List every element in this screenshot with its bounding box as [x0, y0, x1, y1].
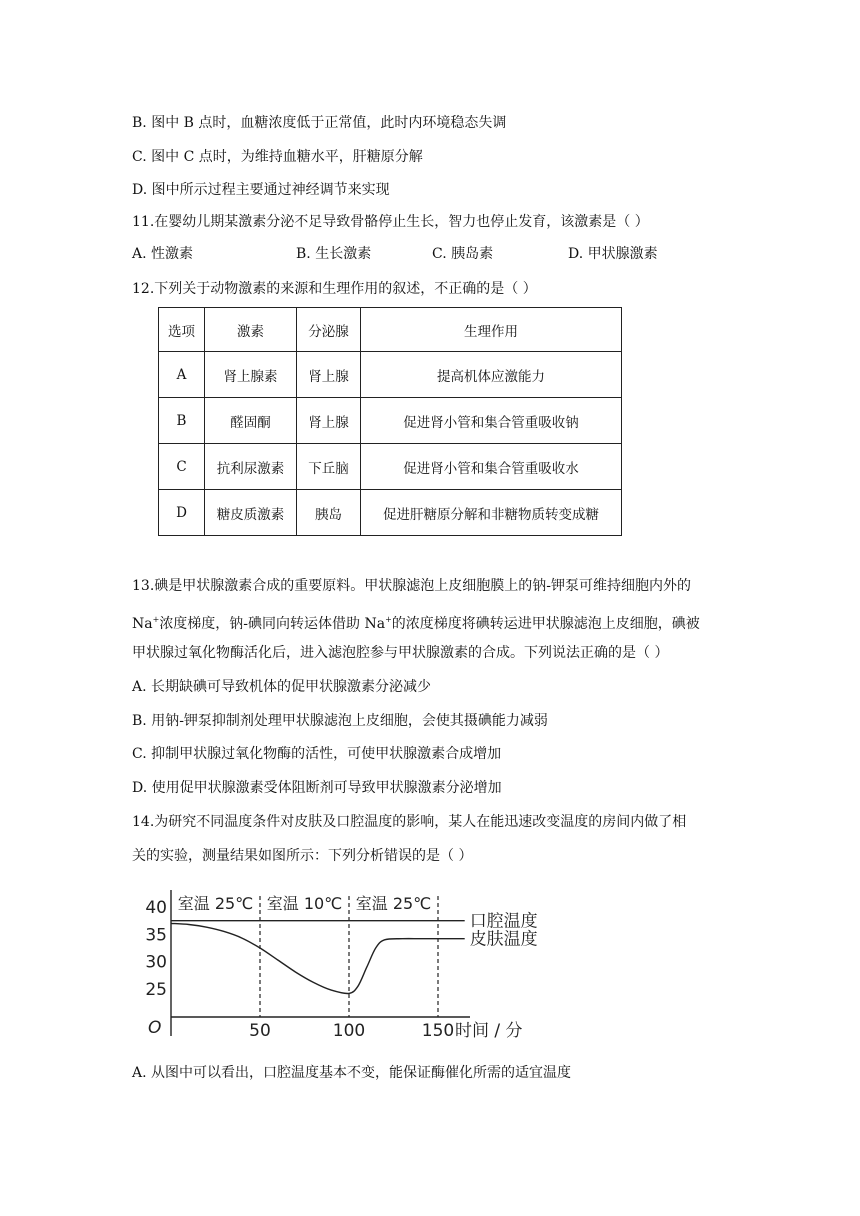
- table-cell: 糖皮质激素: [205, 490, 297, 536]
- table-cell: D: [159, 490, 205, 536]
- chart-y-ticks: [145, 898, 167, 1000]
- q11-option-c: C. 胰岛素: [432, 246, 494, 262]
- q13-option-a: A. 长期缺碘可导致机体的促甲状腺激素分泌减少: [132, 679, 432, 695]
- q11-options: [132, 244, 772, 266]
- y-tick-label: 35: [145, 925, 167, 946]
- table-cell: 胰岛: [297, 490, 361, 536]
- q13-text-segment: 浓度梯度，钠-碘同向转运体借助 Na: [159, 616, 386, 632]
- table-cell: B: [159, 398, 205, 444]
- table-header-cell: 选项: [159, 308, 205, 352]
- q10-option-b: B. 图中 B 点时，血糖浓度低于正常值，此时内环境稳态失调: [132, 115, 507, 131]
- q12-table: [158, 307, 622, 536]
- chart-x-ticks: [249, 1021, 454, 1041]
- table-header-row: [159, 308, 622, 352]
- q13-stem-line3: 甲状腺过氧化物酶活化后，进入滤泡腔参与甲状腺激素的合成。下列说法正确的是（ ）: [132, 645, 669, 661]
- q14-stem-line1: 14.为研究不同温度条件对皮肤及口腔温度的影响，某人在能迅速改变温度的房间内做了相: [132, 814, 687, 830]
- q12-stem: 12.下列关于动物激素的来源和生理作用的叙述，不正确的是（ ）: [132, 281, 537, 297]
- y-tick-label: 30: [145, 952, 167, 973]
- q11-option-d: D. 甲状腺激素: [568, 246, 658, 262]
- q10-option-d: D. 图中所示过程主要通过神经调节来实现: [132, 182, 390, 198]
- q13-option-b: B. 用钠-钾泵抑制剂处理甲状腺滤泡上皮细胞，会使其摄碘能力减弱: [132, 713, 548, 729]
- table-cell: 下丘脑: [297, 444, 361, 490]
- q13-superscript: +: [152, 615, 160, 624]
- period-label: 室温 25℃: [355, 894, 432, 913]
- chart-series: [171, 912, 538, 994]
- period-label: 室温 25℃: [177, 894, 254, 913]
- chart-dividers: [260, 896, 438, 1017]
- table-header-cell: 生理作用: [361, 308, 622, 352]
- table-header-cell: 分泌腺: [297, 308, 361, 352]
- table-row: [159, 352, 622, 398]
- x-axis-label: 时间 / 分: [455, 1021, 523, 1041]
- q13-stem-line1: 13.碘是甲状腺激素合成的重要原料。甲状腺滤泡上皮细胞膜上的钠-钾泵可维持细胞内外的: [132, 578, 691, 594]
- table-cell: 肾上腺: [297, 352, 361, 398]
- chart-periods: [178, 894, 431, 913]
- x-tick-label: 150: [421, 1021, 455, 1041]
- table-cell: C: [159, 444, 205, 490]
- q14-stem-line2: 关的实验，测量结果如图所示：下列分析错误的是（ ）: [132, 848, 473, 864]
- q14-option-a: A. 从图中可以看出，口腔温度基本不变，能保证酶催化所需的适宜温度: [132, 1065, 572, 1081]
- x-tick-label: 100: [332, 1021, 366, 1041]
- table-cell: 醛固酮: [205, 398, 297, 444]
- table-row: [159, 490, 622, 536]
- table-cell: A: [159, 352, 205, 398]
- q11-option-b: B. 生长激素: [296, 246, 372, 262]
- x-tick-label: 50: [249, 1021, 271, 1041]
- q13-superscript: +: [385, 615, 392, 624]
- q13-option-d: D. 使用促甲状腺激素受体阻断剂可导致甲状腺激素分泌增加: [132, 780, 502, 796]
- y-tick-label: 25: [145, 980, 167, 1000]
- table-cell: 肾上腺: [297, 398, 361, 444]
- period-label: 室温 10℃: [266, 894, 343, 913]
- q10-option-c: C. 图中 C 点时，为维持血糖水平，肝糖原分解: [132, 149, 423, 165]
- table-cell: 提高机体应激能力: [361, 352, 622, 398]
- series-label: 皮肤温度: [469, 929, 538, 950]
- table-row: [159, 398, 622, 444]
- table-cell: 促进肾小管和集合管重吸收水: [361, 444, 622, 490]
- table-cell: 促进肝糖原分解和非糖物质转变成糖: [361, 490, 622, 536]
- origin-label: O: [148, 1018, 162, 1038]
- y-tick-label: 40: [145, 898, 167, 918]
- q11-stem: 11.在婴幼儿期某激素分泌不足导致骨骼停止生长，智力也停止发育，该激素是（ ）: [132, 214, 649, 230]
- series-line: [171, 923, 465, 993]
- table-cell: 肾上腺素: [205, 352, 297, 398]
- table-row: [159, 444, 622, 490]
- q13-text-segment: 的浓度梯度将碘转运进甲状腺滤泡上皮细胞，碘被: [391, 616, 700, 632]
- q13-stem-line2: [132, 610, 700, 634]
- series-label: 口腔温度: [469, 911, 538, 932]
- table-cell: 抗利尿激素: [205, 444, 297, 490]
- table-cell: 促进肾小管和集合管重吸收钠: [361, 398, 622, 444]
- temperature-chart: [140, 886, 560, 1046]
- q13-option-c: C. 抑制甲状腺过氧化物酶的活性，可使甲状腺激素合成增加: [132, 746, 502, 762]
- q13-na-text: Na: [132, 616, 153, 632]
- table-header-cell: 激素: [205, 308, 297, 352]
- q11-option-a: A. 性激素: [132, 246, 194, 262]
